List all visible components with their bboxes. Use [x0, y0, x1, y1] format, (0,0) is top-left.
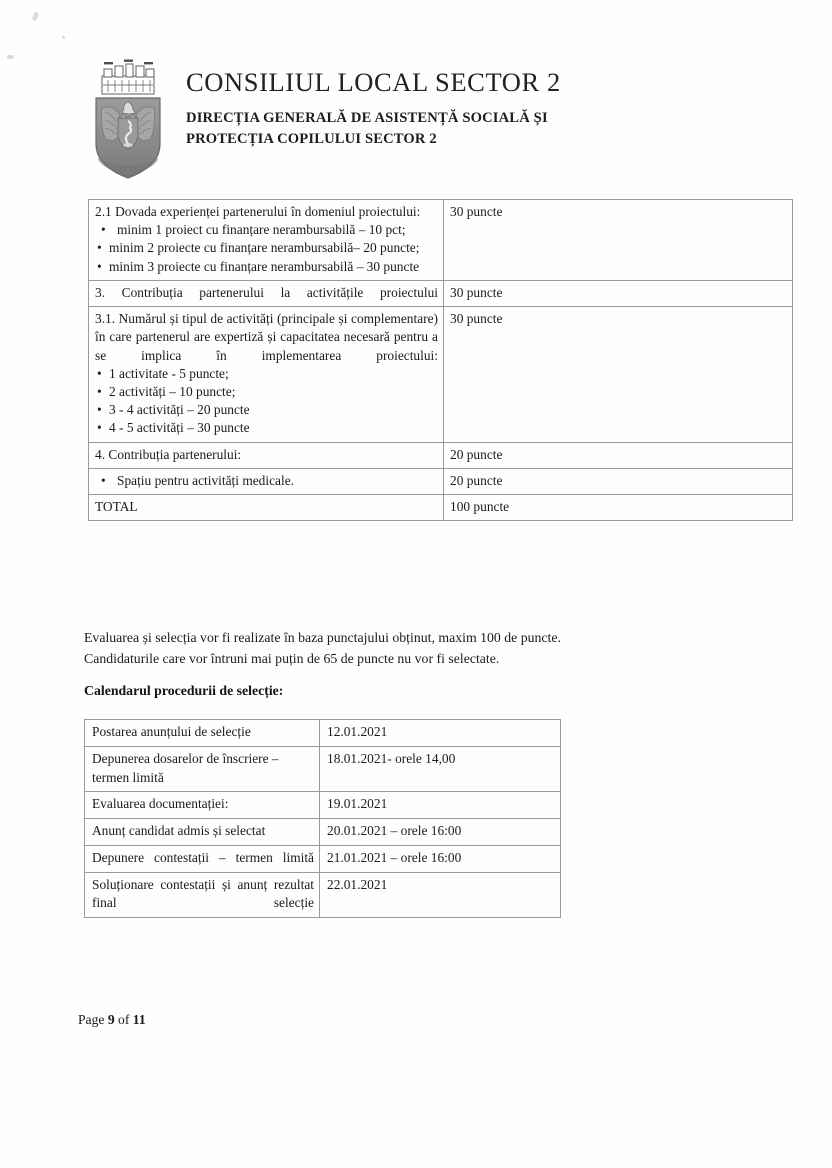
- criterion-bullet: • 1 activitate - 5 puncte;: [95, 365, 438, 383]
- table-row: [89, 200, 793, 281]
- criterion-bullet: • 4 - 5 activități – 30 puncte: [95, 419, 438, 437]
- criterion-bullet: • 3 - 4 activități – 20 puncte: [95, 401, 438, 419]
- points-cell: 30 puncte: [444, 280, 793, 306]
- calendar-stage: Evaluarea documentației:: [85, 792, 320, 819]
- calendar-stage: Depunere contestații – termen limită: [85, 845, 320, 872]
- table-row: [85, 792, 561, 819]
- document-header: [88, 58, 788, 180]
- footer-page-total: 11: [132, 1012, 146, 1027]
- org-subtitle-line-1: DIRECȚIA GENERALĂ DE ASISTENȚĂ SOCIALĂ ȘI: [186, 110, 548, 127]
- criteria-table: [88, 199, 793, 521]
- table-row: [85, 746, 561, 792]
- calendar-stage: Depunerea dosarelor de înscriere – termen limită: [85, 746, 320, 792]
- calendar-date: 12.01.2021: [320, 720, 561, 747]
- evaluation-paragraph: [84, 628, 784, 670]
- header-titles: [186, 58, 561, 150]
- criterion-bullet: • minim 3 proiecte cu finanțare nerambursabilă – 30 puncte: [95, 258, 438, 276]
- org-subtitle-line-2: PROTECȚIA COPILULUI SECTOR 2: [186, 131, 437, 148]
- criterion-cell: [89, 468, 444, 494]
- criterion-bullet: • Spațiu pentru activități medicale.: [95, 472, 438, 490]
- criterion-cell: 4. Contribuția partenerului:: [89, 442, 444, 468]
- criterion-bullet: • minim 1 proiect cu finanțare nerambursabilă – 10 pct;: [95, 221, 438, 239]
- table-row: [85, 845, 561, 872]
- calendar-stage: Anunț candidat admis și selectat: [85, 819, 320, 846]
- table-row: [89, 307, 793, 443]
- calendar-date: 22.01.2021: [320, 872, 561, 918]
- footer-page-number: 9: [107, 1012, 115, 1027]
- criterion-total-label: TOTAL: [89, 495, 444, 521]
- table-row: [85, 872, 561, 918]
- points-cell: 20 puncte: [444, 468, 793, 494]
- calendar-date: 18.01.2021- orele 14,00: [320, 746, 561, 792]
- footer-page-prefix: Page: [78, 1012, 105, 1027]
- criterion-title: 2.1 Dovada experienței partenerului în domeniul proiectului:: [95, 204, 421, 219]
- calendar-heading: Calendarul procedurii de selecție:: [84, 683, 284, 698]
- calendar-date: 20.01.2021 – orele 16:00: [320, 819, 561, 846]
- points-total-cell: 100 puncte: [444, 495, 793, 521]
- points-cell: 20 puncte: [444, 442, 793, 468]
- evaluation-line-2: Candidaturile care vor întruni mai puțin de 65 de puncte nu vor fi selectate.: [84, 650, 500, 666]
- org-title: CONSILIUL LOCAL SECTOR 2: [186, 67, 561, 97]
- scan-speck: [7, 55, 14, 59]
- table-row: [89, 495, 793, 521]
- criterion-cell: [89, 200, 444, 281]
- page-footer: [78, 1012, 146, 1028]
- criterion-title: 3. Contribuția partenerului la activitățile proiectului: [95, 284, 438, 300]
- footer-page-of: of: [118, 1012, 130, 1027]
- org-subtitle: [186, 108, 561, 150]
- table-row: [89, 442, 793, 468]
- scan-speck: [62, 36, 65, 39]
- criterion-cell: [89, 280, 444, 306]
- scan-speck: [31, 11, 39, 21]
- points-cell: 30 puncte: [444, 200, 793, 281]
- table-row: [89, 280, 793, 306]
- criterion-bullet: • minim 2 proiecte cu finanțare nerambursabilă– 20 puncte;: [95, 239, 438, 257]
- criterion-bullet: • 2 activități – 10 puncte;: [95, 383, 438, 401]
- calendar-date: 21.01.2021 – orele 16:00: [320, 845, 561, 872]
- table-row: [85, 819, 561, 846]
- table-row: [89, 468, 793, 494]
- calendar-date: 19.01.2021: [320, 792, 561, 819]
- calendar-table: [84, 719, 561, 918]
- points-cell: 30 puncte: [444, 307, 793, 443]
- evaluation-line-1: Evaluarea și selecția vor fi realizate în baza punctajului obținut, maxim 100 de puncte.: [84, 630, 561, 645]
- table-row: [85, 720, 561, 747]
- calendar-stage: Postarea anunțului de selecție: [85, 720, 320, 747]
- calendar-stage: Soluționare contestații și anunț rezultat final selecție: [85, 872, 320, 918]
- criterion-cell: [89, 307, 444, 443]
- coat-of-arms-emblem-icon: [88, 58, 168, 180]
- criterion-title: 3.1. Numărul și tipul de activități (principale și complementare) în care partenerul are expertiză și capacitatea necesară pentru a se implica în implementarea proiectului:: [95, 311, 438, 363]
